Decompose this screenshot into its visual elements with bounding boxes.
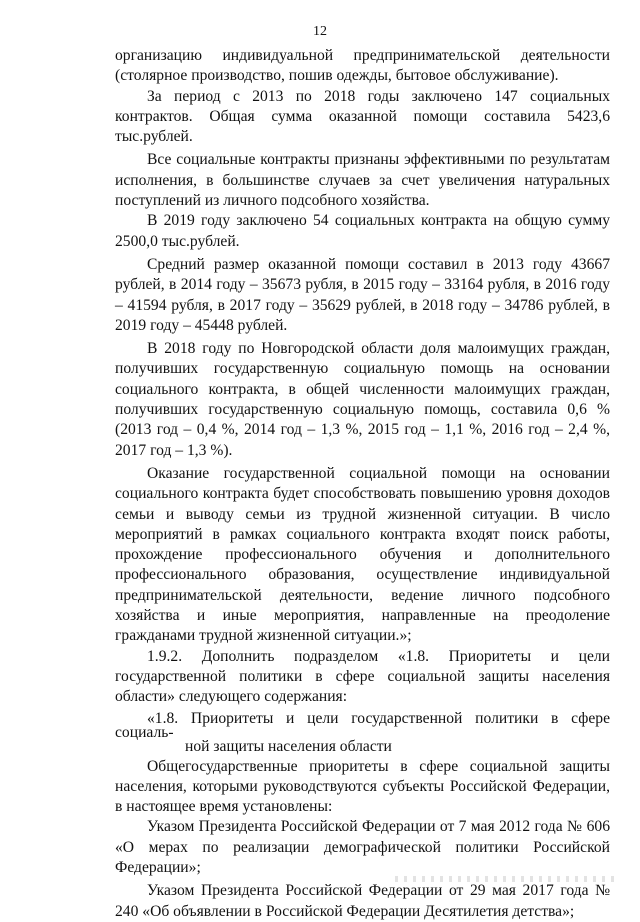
paragraph-aid-purpose: Оказание государственной социальной помощи на основании социального контракта будет способствовать повышению уровня доходов семьи и выводу семьи из трудной жизненной ситуации. В число мероприятий в рамках социального контракта входят поиск работы, прохождение профессионального обучения и дополнительного профессионального образования, осуществление индивидуальной предпринимательской деятельности, ведение личного подсобного хозяйства и иные мероприятия, направленные на преодоление гражданами трудной жизненной ситуации.»; — [115, 464, 610, 645]
scan-artifact — [395, 876, 620, 882]
paragraph-2019-contracts: В 2019 году заключено 54 социальных контракта на общую сумму 2500,0 тыс.рублей. — [115, 212, 610, 250]
page-number: 12 — [313, 24, 327, 39]
paragraph-average-aid: Средний размер оказанной помощи составил в 2013 году 43667 рублей, в 2014 году – 35673 рубля, в 2015 году – 33164 рубля, в 2016 году – 41594 рубля, в 2017 году – 35629 рублей, в 2018 году – 34786 рублей, в 2019 году – 45448 рублей. — [115, 255, 610, 334]
paragraph-decree-606: Указом Президента Российской Федерации от 7 мая 2012 года № 606 «О мерах по реализации демографической политики Российской Федерации»; — [115, 818, 610, 876]
section-heading-line-1: «1.8. Приоритеты и цели государственной политики в сфере социаль- — [115, 709, 610, 741]
paragraph-national-priorities: Общегосударственные приоритеты в сфере социальной защиты населения, которыми руководствуются субъекты Российской Федерации, в настоящее время установлены: — [115, 757, 610, 816]
paragraph-effectiveness: Все социальные контракты признаны эффективными по результатам исполнения, в большинстве случаев за счет увеличения натуральных поступлений из личного подсобного хозяйства. — [115, 151, 610, 210]
document-body — [115, 46, 610, 922]
paragraph-amendment-1-9-2: 1.9.2. Дополнить подразделом «1.8. Приоритеты и цели государственной политики в сфере социальной защиты населения области» следующего содержания: — [115, 647, 610, 706]
section-heading — [115, 709, 610, 755]
paragraph-decree-240: Указом Президента Российской Федерации от 29 мая 2017 года № 240 «Об объявлении в Российской Федерации Десятилетия детства»; — [115, 882, 610, 920]
paragraph-contracts-total: За период с 2013 по 2018 годы заключено 147 социальных контрактов. Общая сумма оказанной помощи составила 5423,6 тыс.рублей. — [115, 87, 610, 146]
paragraph-share-low-income: В 2018 году по Новгородской области доля малоимущих граждан, получивших государственную социальную помощь на основании социального контракта, в общей численности малоимущих граждан, получивших государственную социальную помощь, составила 0,6 % (2013 год – 0,4 %, 2014 год – 1,3 %, 2015 год – 1,1 %, 2016 год – 2,4 %, 2017 год – 1,3 %). — [115, 340, 610, 459]
section-heading-line-2: ной защиты населения области — [185, 737, 392, 755]
paragraph-continuation: организацию индивидуальной предпринимательской деятельности (столярное производство, пошив одежды, бытовое обслуживание). — [115, 47, 610, 85]
